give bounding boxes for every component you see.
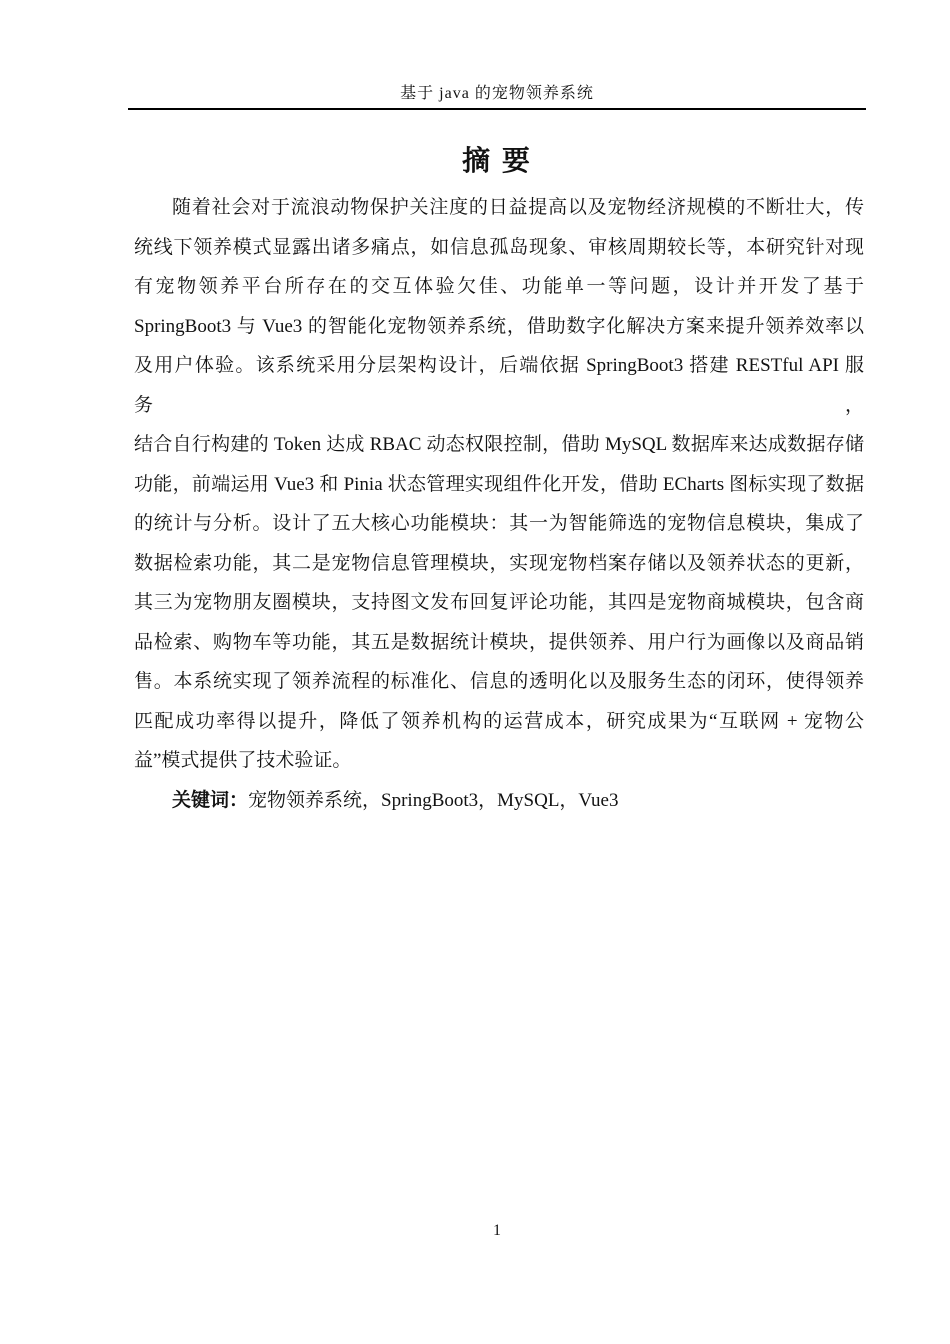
keywords-text: 宠物领养系统，SpringBoot3，MySQL，Vue3 bbox=[248, 789, 619, 811]
abstract-line: 益”模式提供了技术验证。 bbox=[134, 750, 352, 771]
abstract-title: 摘 要 bbox=[462, 145, 532, 176]
page-content bbox=[128, 0, 866, 820]
keywords-line bbox=[134, 781, 864, 821]
abstract-line: 随着社会对于流浪动物保护关注度的日益提高以及宠物经济规模的不断壮大，传 bbox=[172, 197, 864, 218]
abstract-body bbox=[128, 188, 866, 820]
abstract-line: 的统计与分析。设计了五大核心功能模块：其一为智能筛选的宠物信息模块，集成了 bbox=[134, 513, 864, 534]
abstract-line: SpringBoot3 与 Vue3 的智能化宠物领养系统，借助数字化解决方案来提升领养效率以 bbox=[134, 315, 864, 337]
abstract-line: 及用户体验。该系统采用分层架构设计，后端依据 SpringBoot3 搭建 RESTful API 服务， bbox=[134, 355, 864, 416]
page-number: 1 bbox=[493, 1222, 501, 1239]
abstract-line: 其三为宠物朋友圈模块，支持图文发布回复评论功能，其四是宠物商城模块，包含商 bbox=[134, 592, 864, 613]
abstract-line: 数据检索功能，其二是宠物信息管理模块，实现宠物档案存储以及领养状态的更新， bbox=[134, 552, 864, 574]
abstract-line: 售。本系统实现了领养流程的标准化、信息的透明化以及服务生态的闭环，使得领养 bbox=[134, 671, 864, 692]
keywords-label: 关键词： bbox=[172, 789, 249, 811]
header-rule bbox=[128, 108, 866, 110]
abstract-line: 功能，前端运用 Vue3 和 Pinia 状态管理实现组件化开发，借助 ECharts 图标实现了数据 bbox=[134, 473, 864, 495]
abstract-line: 品检索、购物车等功能，其五是数据统计模块，提供领养、用户行为画像以及商品销 bbox=[134, 631, 864, 653]
page-footer bbox=[128, 1222, 866, 1240]
abstract-line: 结合自行构建的 Token 达成 RBAC 动态权限控制，借助 MySQL 数据库来达成数据存储 bbox=[134, 434, 864, 455]
abstract-line: 有宠物领养平台所存在的交互体验欠佳、功能单一等问题，设计并开发了基于 bbox=[134, 276, 864, 297]
abstract-line: 匹配成功率得以提升，降低了领养机构的运营成本，研究成果为“互联网 + 宠物公 bbox=[134, 710, 864, 732]
header-title: 基于 java 的宠物领养系统 bbox=[400, 85, 594, 102]
abstract-line: 统线下领养模式显露出诸多痛点，如信息孤岛现象、审核周期较长等，本研究针对现 bbox=[134, 236, 864, 258]
